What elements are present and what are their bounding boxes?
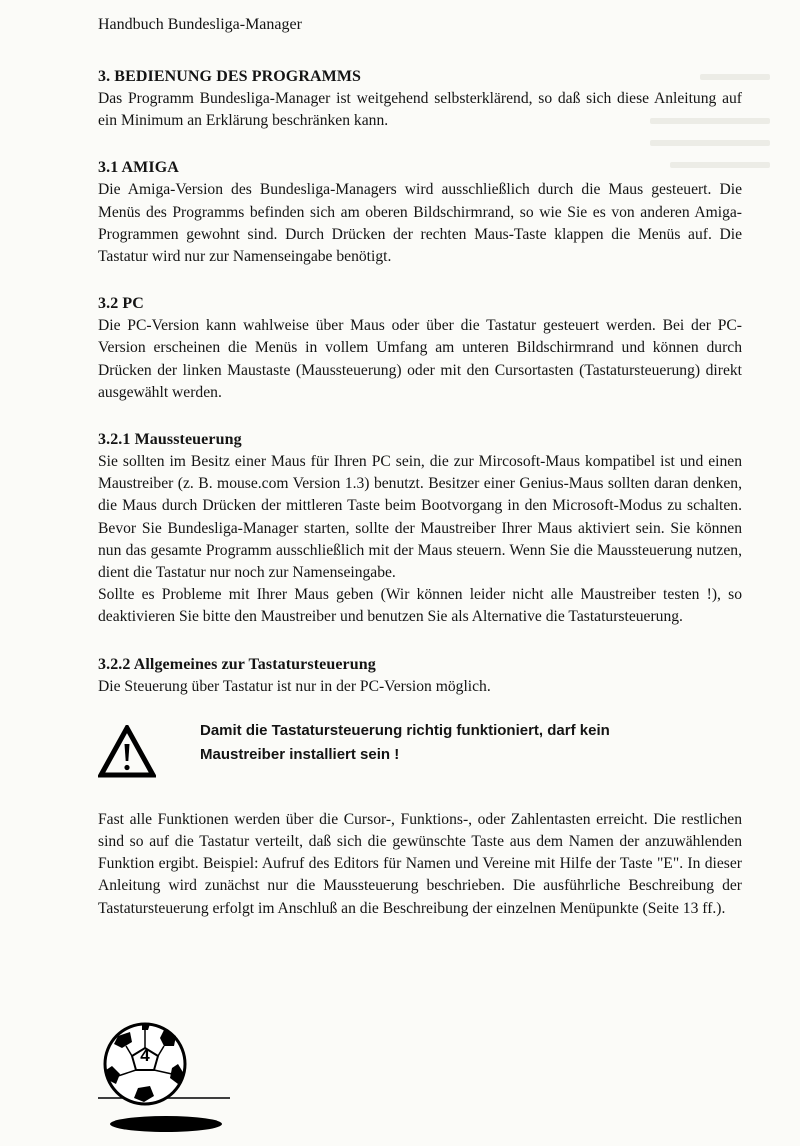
body-paragraph: Die PC-Version kann wahlweise über Maus oder über die Tastatur gesteuert werden. Bei der PC-Version erscheinen die Menüs in vollem Umfang am unteren Bildschirmrand und können durch Drücken der linken Maustaste (Maussteuerung) oder mit den Cursortasten (Tastatursteuerung) direkt ausgewählt werden. (98, 317, 742, 401)
body-paragraph: Das Programm Bundesliga-Manager ist weitgehend selbsterklärend, so daß sich diese Anleitung auf ein Minimum an Erklärung beschränken kann. (98, 90, 742, 130)
running-head: Handbuch Bundesliga-Manager (98, 16, 302, 33)
body-paragraph: Sie sollten im Besitz einer Maus für Ihren PC sein, die zur Mircosoft-Maus kompatibel ist und einen Maustreiber (z. B. mouse.com Version 1.3) benutzt. Besitzer einer Genius-Maus sollten daran denken, die Maus durch Drücken der mittleren Taste beim Bootvorgang in den Microsoft-Modus zu schalten. Bevor Sie Bundesliga-Manager starten, sollte der Maustreiber Ihrer Maus aktiviert sein. Sie können nun das gesamte Programm ausschließlich mit der Maus steuern. Wenn Sie die Maussteuerung nutzen, dient die Tastatur nur noch zur Namenseingabe. (98, 453, 742, 582)
body-paragraph: Die Amiga-Version des Bundesliga-Managers wird ausschließlich durch die Maus gesteuert. Die Menüs des Programms befinden sich am oberen Bildschirmrand, so wie Sie es von anderen Amiga-Programmen gewohnt sind. Durch Drücken der rechten Maus-Taste klappen die Menüs auf. Die Tastatur wird nur zur Namenseingabe benötigt. (98, 181, 742, 266)
body-paragraph: Sollte es Probleme mit Ihrer Maus geben (Wir können leider nicht alle Maustreiber testen !), so deaktivieren Sie bitte den Maustreiber und benutzen Sie als Alternative die Tastatursteuerung. (98, 586, 742, 626)
section-heading: 3.2.1 Maussteuerung (98, 431, 242, 449)
warning-notice (98, 719, 742, 791)
section-heading: 3.2.2 Allgemeines zur Tastatursteuerung (98, 655, 376, 673)
body-paragraph: Fast alle Funktionen werden über die Cursor-, Funktions-, oder Zahlentasten erreicht. Die restlichen sind so auf die Tastatur verteilt, daß sich die gewünschte Taste aus dem Namen der anzuwählenden Funktion ergibt. Beispiel: Aufruf des Editors für Namen und Vereine mit Hilfe der Taste "E". In dieser Anleitung wird zunächst nur die Maussteuerung beschrieben. Die ausführliche Beschreibung der Tastatursteuerung erfolgt im Anschluß an die Beschreibung der einzelnen Menüpunkte (Seite 13 ff.). (98, 810, 742, 917)
page-number: 4 (140, 1046, 150, 1065)
warning-text (200, 719, 720, 767)
soccer-ball-icon (98, 1018, 248, 1138)
page-footer (98, 1018, 248, 1138)
body-paragraph: Die Steuerung über Tastatur ist nur in der PC-Version möglich. (98, 677, 491, 695)
warning-triangle-icon (98, 725, 156, 779)
warning-line: Damit die Tastatursteuerung richtig funktioniert, darf kein (200, 721, 610, 739)
page-body (98, 66, 742, 920)
warning-line: Maustreiber installiert sein ! (200, 745, 400, 763)
section-heading: 3.2 PC (98, 295, 144, 313)
section-heading: 3. BEDIENUNG DES PROGRAMMS (98, 68, 362, 85)
section-heading: 3.1 AMIGA (98, 159, 179, 177)
